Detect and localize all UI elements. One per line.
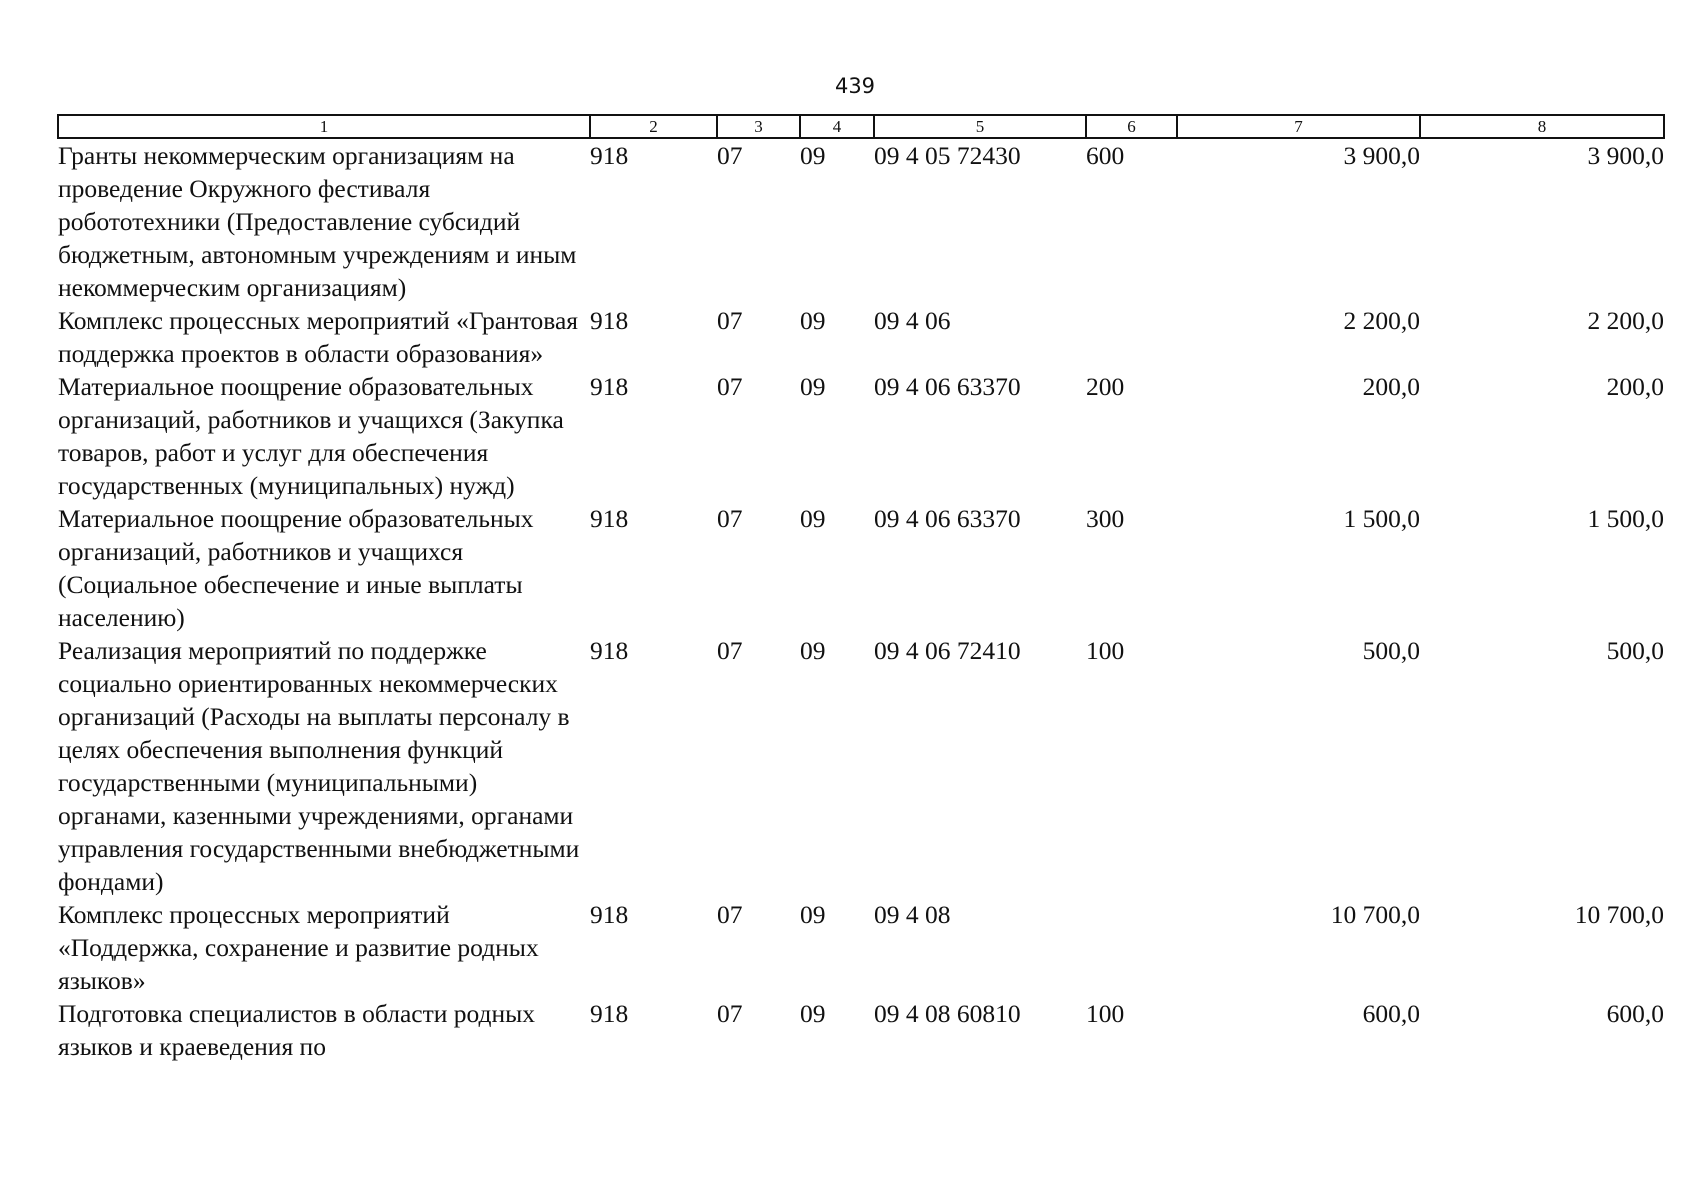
ministry-code: 918 [590,141,629,170]
target-article-code: 09 4 06 63370 [874,372,1021,401]
section-code: 07 [717,636,743,665]
expense-name: Подготовка специалистов в области родных языков и краеведения по [58,999,536,1061]
table-row [58,997,1664,1063]
column-number: 8 [1420,115,1664,138]
expense-type-code [1086,898,1177,997]
amount-year-1: 1 500,0 [1343,504,1420,533]
amount-year-2: 2 200,0 [1587,306,1664,335]
column-number-row [58,115,1664,138]
target-article-code: 09 4 08 [874,900,951,929]
section-code: 07 [717,306,743,335]
amount-year-1: 600,0 [1362,999,1420,1028]
ministry-code: 918 [590,504,629,533]
section-code: 07 [717,999,743,1028]
ministry-code: 918 [590,636,629,665]
column-number: 6 [1086,115,1177,138]
column-number: 1 [58,115,590,138]
amount-year-1: 2 200,0 [1343,306,1420,335]
expense-type-code: 100 [1086,636,1125,665]
target-article-code: 09 4 06 72410 [874,636,1021,665]
table-row [58,138,1664,304]
expense-name: Материальное поощрение образовательных организаций, работников и учащихся (Социальное обеспечение и иные выплаты населению) [58,504,534,632]
table-row [58,370,1664,502]
ministry-code: 918 [590,306,629,335]
subsection-code: 09 [800,636,826,665]
amount-year-1: 500,0 [1362,636,1420,665]
amount-year-1: 10 700,0 [1330,900,1420,929]
page-number: 439 [834,74,876,98]
table-row [58,502,1664,634]
subsection-code: 09 [800,504,826,533]
subsection-code: 09 [800,999,826,1028]
subsection-code: 09 [800,306,826,335]
ministry-code: 918 [590,900,629,929]
expense-name: Реализация мероприятий по поддержке социально ориентированных некоммерческих организаций (Расходы на выплаты персоналу в целях обеспечения выполнения функций государственными (муниципальными) органами, казенными учреждениями, органами управления государственными внебюджетными фондами) [58,636,580,896]
expense-type-code: 600 [1086,141,1125,170]
expense-type-code: 300 [1086,504,1125,533]
amount-year-1: 3 900,0 [1343,141,1420,170]
expense-name: Комплекс процессных мероприятий «Грантовая поддержка проектов в области образования» [58,306,579,368]
amount-year-2: 10 700,0 [1574,900,1664,929]
section-code: 07 [717,141,743,170]
section-code: 07 [717,900,743,929]
column-number: 5 [874,115,1086,138]
table-row [58,304,1664,370]
target-article-code: 09 4 05 72430 [874,141,1021,170]
expense-type-code [1086,304,1177,370]
column-number: 2 [590,115,717,138]
column-number: 7 [1177,115,1420,138]
expense-type-code: 200 [1086,372,1125,401]
ministry-code: 918 [590,372,629,401]
subsection-code: 09 [800,141,826,170]
target-article-code: 09 4 06 63370 [874,504,1021,533]
expense-name: Гранты некоммерческим организациям на проведение Окружного фестиваля робототехники (Предоставление субсидий бюджетным, автономным учреждениям и иным некоммерческим организациям) [58,141,577,302]
ministry-code: 918 [590,999,629,1028]
target-article-code: 09 4 08 60810 [874,999,1021,1028]
column-number: 3 [717,115,800,138]
expense-name: Комплекс процессных мероприятий «Поддержка, сохранение и развитие родных языков» [58,900,539,995]
table-row [58,898,1664,997]
column-number: 4 [800,115,874,138]
subsection-code: 09 [800,900,826,929]
target-article-code: 09 4 06 [874,306,951,335]
subsection-code: 09 [800,372,826,401]
section-code: 07 [717,504,743,533]
expense-type-code: 100 [1086,999,1125,1028]
amount-year-2: 200,0 [1606,372,1664,401]
expense-name: Материальное поощрение образовательных организаций, работников и учащихся (Закупка товаров, работ и услуг для обеспечения государственных (муниципальных) нужд) [58,372,564,500]
section-code: 07 [717,372,743,401]
budget-table [57,114,1665,1063]
amount-year-2: 3 900,0 [1587,141,1664,170]
amount-year-2: 1 500,0 [1587,504,1664,533]
table-row [58,634,1664,898]
amount-year-2: 600,0 [1606,999,1664,1028]
amount-year-2: 500,0 [1606,636,1664,665]
amount-year-1: 200,0 [1362,372,1420,401]
